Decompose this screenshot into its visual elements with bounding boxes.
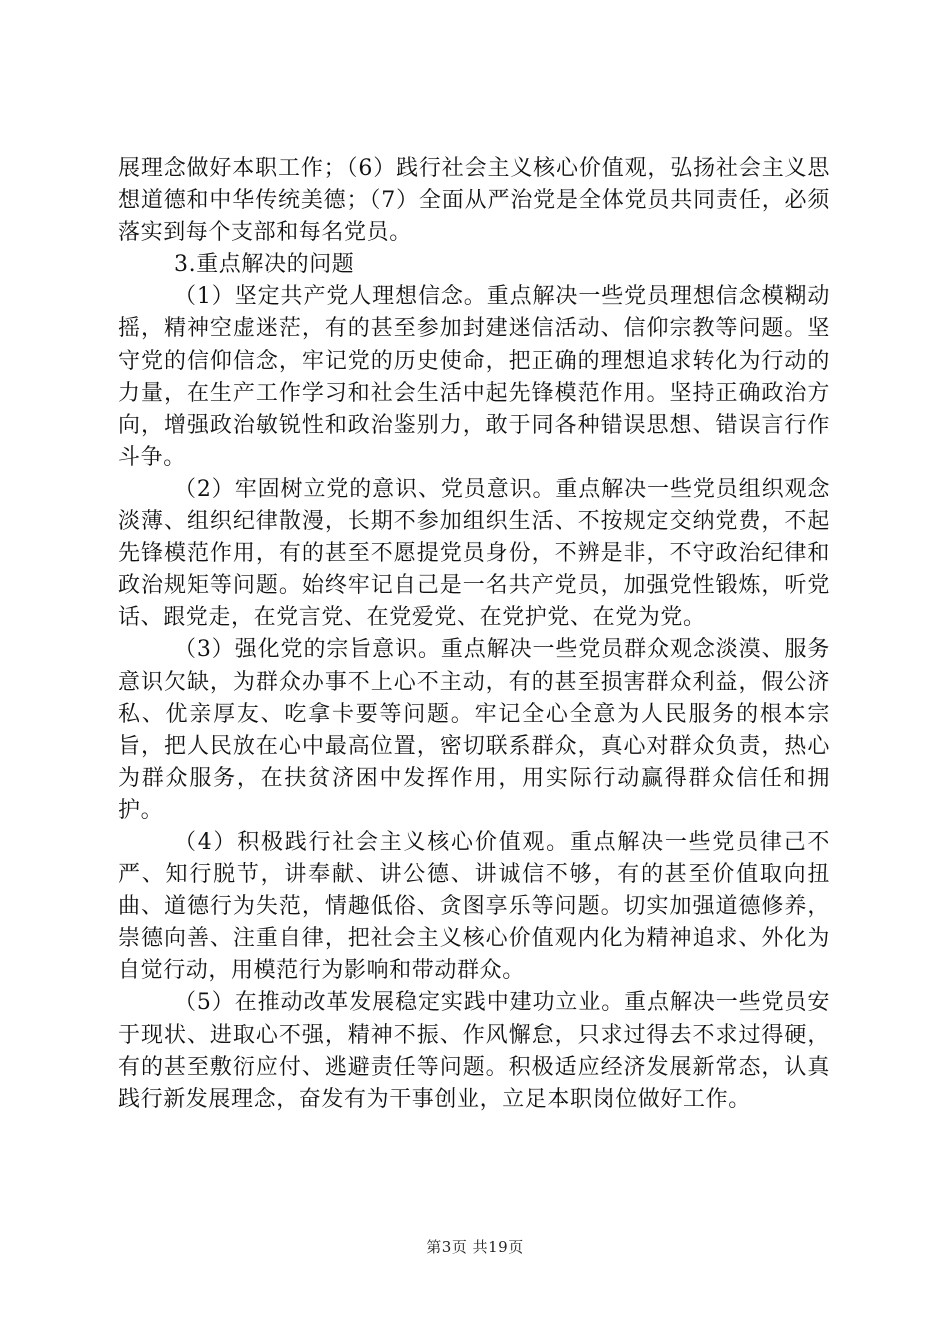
document-body: [118, 153, 830, 1116]
paragraph-item-5: （5）在推动改革发展稳定实践中建功立业。重点解决一些党员安于现状、进取心不强，精神不振、作风懈怠，只求过得去不求过得硬，有的甚至敷衍应付、逃避责任等问题。积极适应经济发展新常态，认真践行新发展理念，奋发有为干事创业，立足本职岗位做好工作。: [118, 990, 830, 1112]
paragraph-item-2: （2）牢固树立党的意识、党员意识。重点解决一些党员组织观念淡薄、组织纪律散漫，长期不参加组织生活、不按规定交纳党费，不起先锋模范作用，有的甚至不愿提党员身份，不辨是非，不守政治纪律和政治规矩等问题。始终牢记自己是一名共产党员，加强党性锻炼，听党话、跟党走，在党言党、在党爱党、在党护党、在党为党。: [118, 476, 830, 631]
paragraph-item-3: （3）强化党的宗旨意识。重点解决一些党员群众观念淡漠、服务意识欠缺，为群众办事不上心不主动，有的甚至损害群众利益，假公济私、优亲厚友、吃拿卡要等问题。牢记全心全意为人民服务的根本宗旨，把人民放在心中最高位置，密切联系群众，真心对群众负责，热心为群众服务，在扶贫济困中发挥作用，用实际行动赢得群众信任和拥护。: [118, 637, 830, 823]
section-heading: 3.重点解决的问题: [174, 252, 355, 278]
page-number-footer: 第3页 共19页: [426, 1238, 524, 1256]
paragraph-item-4: （4）积极践行社会主义核心价值观。重点解决一些党员律己不严、知行脱节，讲奉献、讲公德、讲诚信不够，有的甚至价值取向扭曲、道德行为失范，情趣低俗、贪图享乐等问题。切实加强道德修养，崇德向善、注重自律，把社会主义核心价值观内化为精神追求、外化为自觉行动，用模范行为影响和带动群众。: [118, 829, 830, 984]
paragraph-continuation: 展理念做好本职工作；（6）践行社会主义核心价值观，弘扬社会主义思想道德和中华传统美德；（7）全面从严治党是全体党员共同责任，必须落实到每个支部和每名党员。: [118, 156, 830, 246]
paragraph-item-1: （1）坚定共产党人理想信念。重点解决一些党员理想信念模糊动摇，精神空虚迷茫，有的甚至参加封建迷信活动、信仰宗教等问题。坚守党的信仰信念，牢记党的历史使命，把正确的理想追求转化为行动的力量，在生产工作学习和社会生活中起先锋模范作用。坚持正确政治方向，增强政治敏锐性和政治鉴别力，敢于同各种错误思想、错误言行作斗争。: [118, 284, 830, 470]
